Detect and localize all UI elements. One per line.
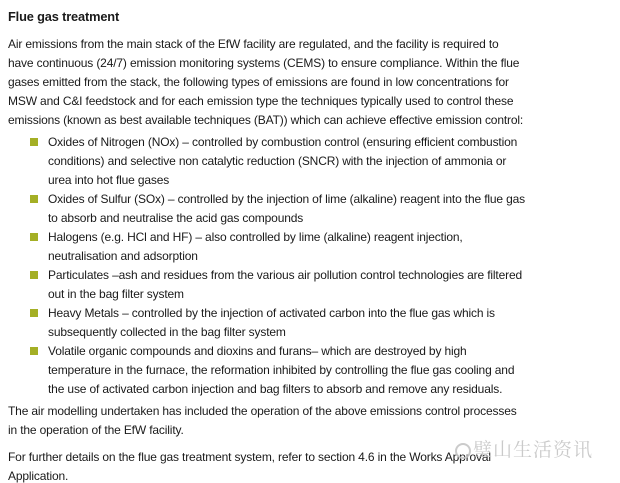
text-line: have continuous (24/7) emission monitoring systems (CEMS) to ensure compliance. Within the flue (8, 56, 520, 70)
text-line: Volatile organic compounds and dioxins and furans– which are destroyed by high (48, 344, 467, 358)
list-item (8, 266, 620, 304)
intro-paragraph (8, 35, 620, 130)
list-item (8, 190, 620, 228)
bullet-square-icon (30, 233, 38, 241)
bullet-list (8, 133, 620, 399)
bullet-square-icon (30, 138, 38, 146)
bullet-square-icon (30, 195, 38, 203)
list-item-text (48, 266, 522, 304)
text-line: For further details on the flue gas treatment system, refer to section 4.6 in the Works Approval (8, 450, 491, 464)
text-line: urea into hot flue gases (48, 173, 170, 187)
bullet-square-icon (30, 347, 38, 355)
list-item (8, 133, 620, 190)
list-item (8, 228, 620, 266)
text-line: Application. (8, 469, 69, 483)
text-line: in the operation of the EfW facility. (8, 423, 184, 437)
text-line: MSW and C&I feedstock and for each emission type the techniques typically used to control these (8, 94, 514, 108)
text-line: emissions (known as best available techniques (BAT)) which can achieve effective emission control: (8, 113, 524, 127)
bullet-square-icon (30, 309, 38, 317)
list-item-text (48, 190, 525, 228)
list-item (8, 342, 620, 399)
text-line: out in the bag filter system (48, 287, 184, 301)
list-item-text (48, 133, 517, 190)
text-line: temperature in the furnace, the reformation inhibited by controlling the flue gas cooling and (48, 363, 515, 377)
list-item (8, 304, 620, 342)
closing-paragraph-1 (8, 402, 620, 440)
list-item-text (48, 304, 495, 342)
text-line: subsequently collected in the bag filter system (48, 325, 286, 339)
text-line: Air emissions from the main stack of the EfW facility are regulated, and the facility is required to (8, 37, 499, 51)
text-line: Heavy Metals – controlled by the injection of activated carbon into the flue gas which is (48, 306, 495, 320)
bullet-square-icon (30, 271, 38, 279)
closing-paragraph-2 (8, 448, 620, 483)
text-line: neutralisation and adsorption (48, 249, 198, 263)
watermark-text: 璧山生活资讯 (473, 440, 594, 461)
text-line: conditions) and selective non catalytic reduction (SNCR) with the injection of ammonia or (48, 154, 507, 168)
text-line: The air modelling undertaken has included the operation of the above emissions control processes (8, 404, 517, 418)
text-line: Halogens (e.g. HCl and HF) – also controlled by lime (alkaline) reagent injection, (48, 230, 463, 244)
text-line: Oxides of Nitrogen (NOx) – controlled by combustion control (ensuring efficient combustion (48, 135, 518, 149)
list-item-text (48, 342, 514, 399)
text-line: to absorb and neutralise the acid gas compounds (48, 211, 304, 225)
text-line: Particulates –ash and residues from the various air pollution control technologies are filtered (48, 268, 523, 282)
list-item-text (48, 228, 463, 266)
text-line: Oxides of Sulfur (SOx) – controlled by the injection of lime (alkaline) reagent into the flue gas (48, 192, 526, 206)
text-line: gases emitted from the stack, the following types of emissions are found in low concentrations for (8, 75, 509, 89)
text-line: the use of activated carbon injection and bag filters to absorb and remove any residuals. (48, 382, 503, 396)
page-title: Flue gas treatment (8, 9, 120, 24)
